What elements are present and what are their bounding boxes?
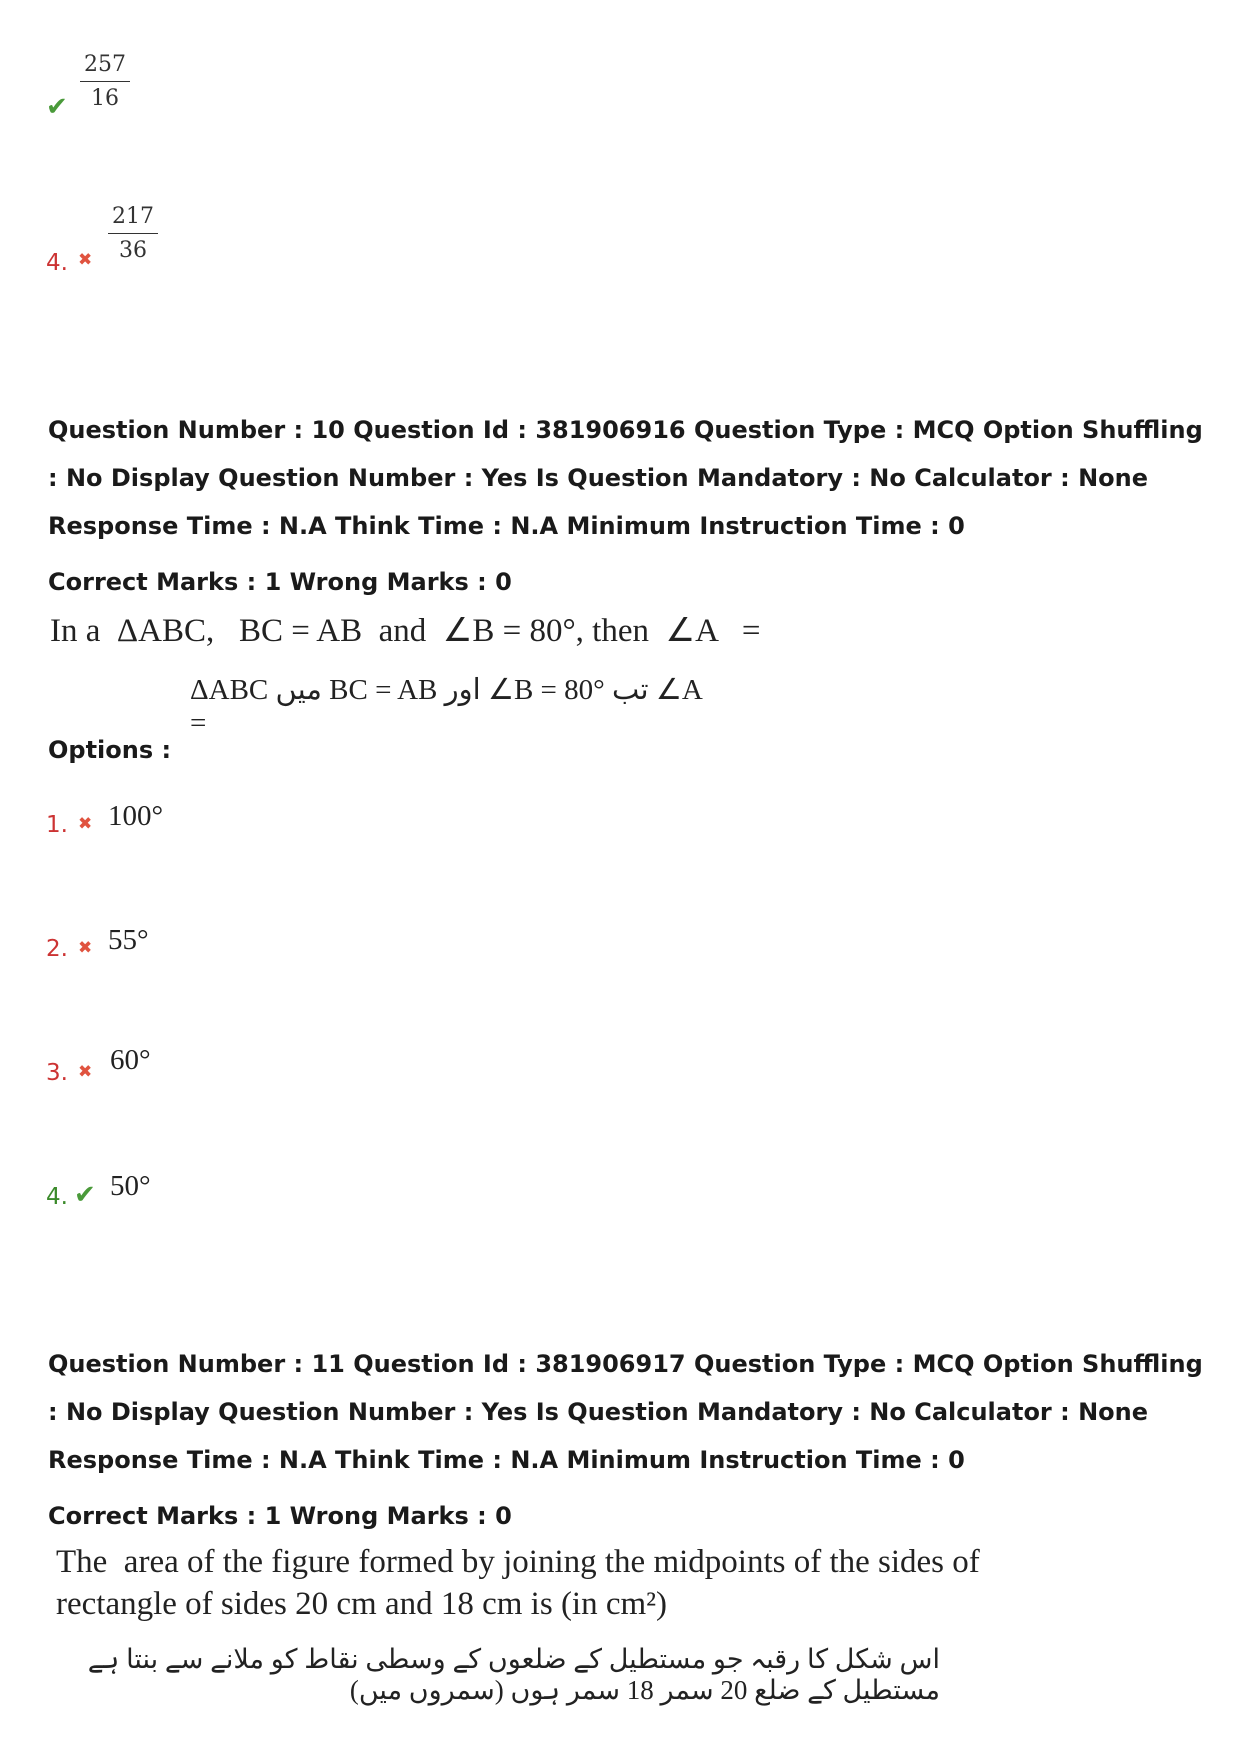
question-11-text-urdu: اس شکل کا رقبہ جو مستطیل کے ضلعوں کے وسطی نقاط کو ملانے سے بنتا ہے مستطیل کے ضلع 20 سمر 18 سمر ہوں (سمروں میں) (87, 1644, 940, 1705)
cross-icon: ✖ (78, 1062, 93, 1082)
question-11-text-english-line1: The area of the figure formed by joining the midpoints of the sides of (56, 1544, 980, 1580)
fraction-numerator: 257 (80, 52, 130, 82)
question-10-marks: Correct Marks : 1 Wrong Marks : 0 (48, 568, 512, 596)
fraction-denominator: 36 (119, 238, 147, 263)
check-icon: ✔ (74, 1180, 96, 1210)
option-number: 2. (46, 936, 68, 962)
check-icon: ✔ (46, 92, 68, 122)
option-value: 100° (108, 800, 164, 832)
cross-icon: ✖ (78, 250, 93, 270)
option-value: 50° (110, 1170, 151, 1202)
option-value: 55° (108, 924, 149, 956)
option-number: 4. (46, 1184, 68, 1210)
question-10-text-urdu: ΔABC میں BC = AB اور ∠B = 80° تب ∠A = (190, 674, 702, 739)
question-10-meta: Question Number : 10 Question Id : 381906916 Question Type : MCQ Option Shuffling : No Display Question Number : Yes Is Question Mandatory : No Calculator : None Response Time : N.A Think Time : N.A Minimum Instruction Time : 0 (48, 416, 1203, 540)
option-3-fraction (80, 52, 130, 111)
question-11-meta: Question Number : 11 Question Id : 381906917 Question Type : MCQ Option Shuffling : No Display Question Number : Yes Is Question Mandatory : No Calculator : None Response Time : N.A Think Time : N.A Minimum Instruction Time : 0 (48, 1350, 1203, 1474)
option-value: 60° (110, 1044, 151, 1076)
option-4-fraction (108, 204, 158, 263)
cross-icon: ✖ (78, 814, 93, 834)
question-10-text-english: In a ΔABC, BC = AB and ∠B = 80°, then ∠A = (50, 613, 761, 649)
option-number: 3. (46, 1060, 68, 1086)
question-11-text-english-line2: rectangle of sides 20 cm and 18 cm is (in cm²) (56, 1586, 668, 1622)
option-number: 1. (46, 812, 68, 838)
cross-icon: ✖ (78, 938, 93, 958)
options-label: Options : (48, 736, 172, 764)
fraction-numerator: 217 (108, 204, 158, 234)
question-11-marks: Correct Marks : 1 Wrong Marks : 0 (48, 1502, 512, 1530)
fraction-denominator: 16 (91, 86, 119, 111)
option-number: 4. (46, 250, 68, 276)
